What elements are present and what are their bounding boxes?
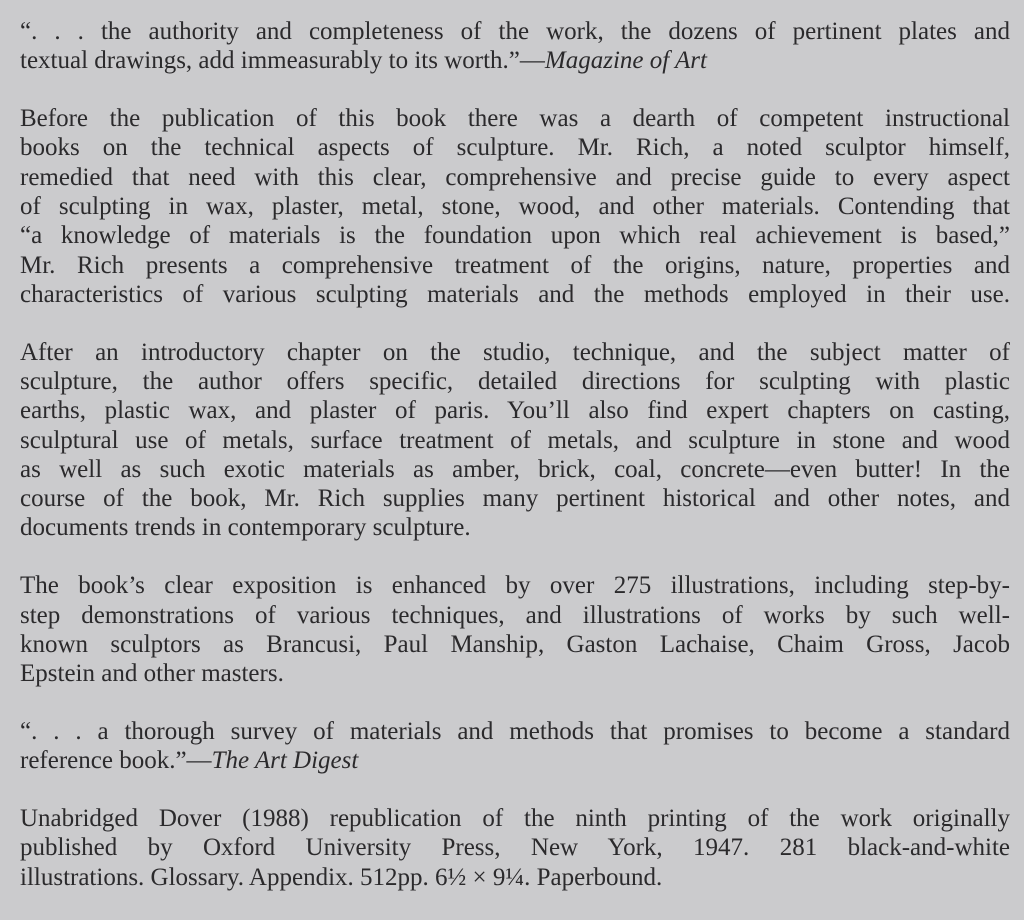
text-line: characteristics of various sculpting materials and the methods employed in their use.	[20, 280, 1010, 308]
quote-text: reference book.”—	[20, 747, 212, 775]
description-paragraph-1	[20, 104, 1010, 309]
text-line: Unabridged Dover (1988) republication of the ninth printing of the work originally	[20, 805, 1010, 833]
text-line: After an introductory chapter on the studio, technique, and the subject matter of	[20, 338, 1010, 366]
text-line: The book’s clear exposition is enhanced by over 275 illustrations, including step-by-	[20, 572, 1010, 600]
text-line: “. . . a thorough survey of materials and methods that promises to become a standard	[20, 717, 1010, 745]
text-line: course of the book, Mr. Rich supplies many pertinent historical and other notes, and	[20, 485, 1010, 513]
text-line: illustrations. Glossary. Appendix. 512pp. 6½ × 9¼. Paperbound.	[20, 863, 663, 891]
blurb-quote-art-digest	[20, 717, 1010, 776]
text-line: known sculptors as Brancusi, Paul Manship, Gaston Lachaise, Chaim Gross, Jacob	[20, 630, 1010, 658]
quote-source: Magazine of Art	[544, 47, 707, 75]
text-line: remedied that need with this clear, comprehensive and precise guide to every aspect	[20, 163, 1010, 191]
text-line: as well as such exotic materials as amber, brick, coal, concrete—even butter! In the	[20, 455, 1010, 483]
text-line	[20, 746, 1010, 775]
text-line: published by Oxford University Press, New York, 1947. 281 black-and-white	[20, 834, 1010, 862]
text-line: books on the technical aspects of sculpture. Mr. Rich, a noted sculptor himself,	[20, 134, 1010, 162]
back-cover-text	[20, 17, 1010, 920]
description-paragraph-3	[20, 571, 1010, 688]
text-line	[20, 46, 1010, 75]
quote-source: The Art Digest	[211, 747, 359, 775]
text-line: earths, plastic wax, and plaster of paris. You’ll also find expert chapters on casting,	[20, 397, 1010, 425]
text-line: step demonstrations of various techniques, and illustrations of works by such well-	[20, 601, 1010, 629]
text-line: “. . . the authority and completeness of the work, the dozens of pertinent plates and	[20, 18, 1010, 45]
text-line: Epstein and other masters.	[20, 660, 284, 688]
text-line: sculptural use of metals, surface treatment of metals, and sculpture in stone and wood	[20, 426, 1010, 454]
blurb-quote-magazine-of-art	[20, 17, 1010, 76]
text-line: sculpture, the author offers specific, detailed directions for sculpting with plastic	[20, 367, 1010, 395]
text-line: documents trends in contemporary sculpture.	[20, 514, 471, 542]
description-paragraph-2	[20, 338, 1010, 543]
text-line: Before the publication of this book there was a dearth of competent instructional	[20, 105, 1010, 133]
text-line: “a knowledge of materials is the foundation upon which real achievement is based,”	[20, 222, 1010, 250]
text-line: Mr. Rich presents a comprehensive treatment of the origins, nature, properties and	[20, 251, 1010, 279]
publication-info	[20, 804, 1010, 892]
text-line: of sculpting in wax, plaster, metal, stone, wood, and other materials. Contending that	[20, 192, 1010, 220]
quote-text: textual drawings, add immeasurably to its worth.”—	[20, 47, 545, 75]
